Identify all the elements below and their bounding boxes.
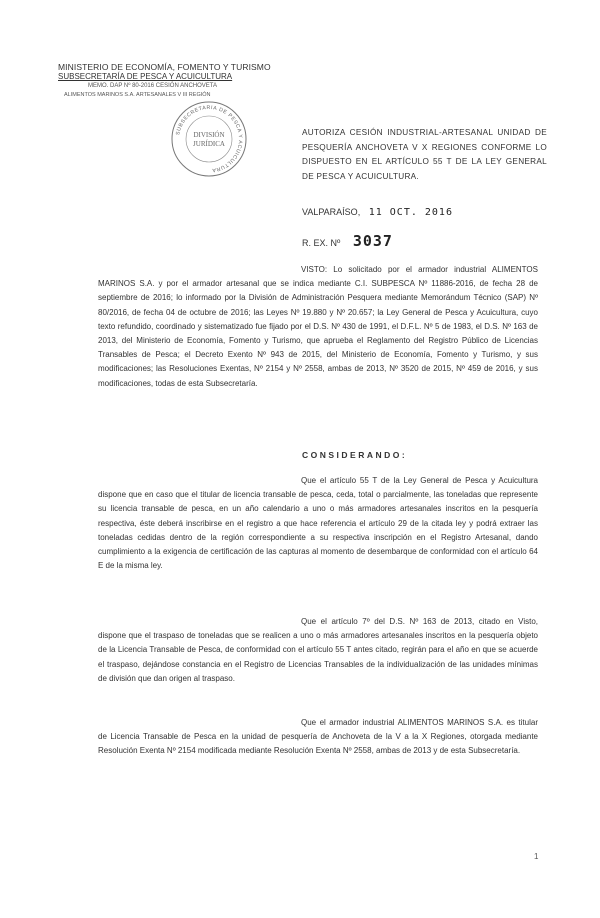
considerando-p3-text: Que el armador industrial ALIMENTOS MARINOS S.A. es titular de Licencia Transable de Pesca en la unidad de pesquería de Anchoveta de la V a la X Regiones, otorgada mediante Resolución Exenta Nº 2154 modificada mediante Resolución Exenta Nº 2558, ambas de 2013 y de esta Subsecretaría.	[98, 718, 538, 756]
resolution-subject: AUTORIZA CESIÓN INDUSTRIAL-ARTESANAL UNIDAD DE PESQUERÍA ANCHOVETA V X REGIONES CONFORME LO DISPUESTO EN EL ARTÍCULO 55 T DE LA LEY GENERAL DE PESCA Y ACUICULTURA.	[302, 128, 547, 181]
subsecretariat-name: SUBSECRETARÍA DE PESCA Y ACUICULTURA	[58, 72, 233, 81]
stamp-center-line1: DIVISIÓN	[193, 131, 225, 139]
visto-section	[98, 263, 538, 391]
considerando-paragraph-3	[98, 716, 538, 759]
visto-text: Lo solicitado por el armador industrial ALIMENTOS MARINOS S.A. y por el armador artesanal que se indica mediante C.I. SUBPESCA Nº 11886-2016, de fecha 28 de septiembre de 2016; lo informado por la División de Administración Pesquera mediante Memorándum Técnico (SAP) Nº 80/2016, de fecha 04 de octubre de 2016; las Leyes Nº 19.880 y Nº 20.657; la Ley General de Pesca y Acuicultura, cuyo texto refundido, coordinado y sistematizado fue fijado por el D.S. Nº 430 de 1991, el D.F.L. Nº 5 de 1983, el D.S. Nº 163 de 2013, del Ministerio de Economía, Fomento y Turismo, que aprueba el Reglamento del Registro Público de Licencias Transables de Pesca; el Decreto Exento Nº 943 de 2015, del Ministerio de Economía, Fomento y Turismo, y sus modificaciones; las Resoluciones Exentas, Nº 2154 y Nº 2558, ambas de 2013, Nº 3520 de 2015, Nº 459 de 2016, y sus modificaciones, todas de esta Subsecretaría.	[98, 265, 538, 388]
date-line	[302, 207, 453, 218]
page-number: 1	[534, 852, 539, 861]
stamp-ring-text: SUBSECRETARIA DE PESCA Y ACUICULTURA	[175, 104, 244, 173]
resolution-number-line	[302, 232, 393, 250]
company-reference: ALIMENTOS MARINOS S.A. ARTESANALES V III REGIÓN	[64, 92, 211, 98]
resolution-number: 3037	[352, 232, 393, 250]
stamp-center-line2: JURÍDICA	[193, 140, 225, 148]
letterhead	[58, 62, 298, 100]
date-label: VALPARAÍSO,	[302, 207, 361, 217]
visto-label: VISTO:	[301, 265, 328, 274]
resolution-label: R. EX. Nº	[302, 238, 341, 248]
stamp-seal-icon	[170, 100, 248, 178]
considerando-paragraph-2	[98, 615, 538, 686]
memo-reference: MEMO. DAP Nº 80-2016 CESIÓN ANCHOVETA	[88, 83, 218, 89]
considerando-heading: CONSIDERANDO:	[302, 450, 408, 460]
considerando-p2-text: Que el artículo 7º del D.S. Nº 163 de 2013, citado en Visto, dispone que el traspaso de toneladas que se realicen a uno o más armadores artesanales inscritos en la pesquería objeto de la Licencia Transable de Pesca, de conformidad con el artículo 55 T antes citado, regirán para el año en que se acuerde el traspaso, dejándose constancia en el Registro de Licencias Transables de la individualización de las unidades mínimas de división que dan origen al traspaso.	[98, 617, 538, 683]
ministry-name: MINISTERIO DE ECONOMÍA, FOMENTO Y TURISMO	[58, 62, 271, 72]
considerando-paragraph-1	[98, 474, 538, 573]
considerando-p1-text: Que el artículo 55 T de la Ley General de Pesca y Acuicultura dispone que en caso que el titular de licencia transable de pesca, ceda, total o parcialmente, las toneladas que represente su licencia transable de pesca, en un año calendario a uno o más armadores artesanales inscritos en la pesquería respectiva, éste deberá inscribirse en el registro a que hace referencia el artículo 29 de la citada ley y podrá extraer las toneladas cedidas dentro de la región correspondiente a su respectiva inscripción en el Registro Artesanal, dando cumplimiento a la exigencia de certificación de las capturas al momento de desembarque de conformidad con el artículo 64 E de la misma ley.	[98, 476, 538, 571]
date-value: 11 OCT. 2016	[368, 207, 453, 218]
official-stamp	[170, 100, 248, 183]
